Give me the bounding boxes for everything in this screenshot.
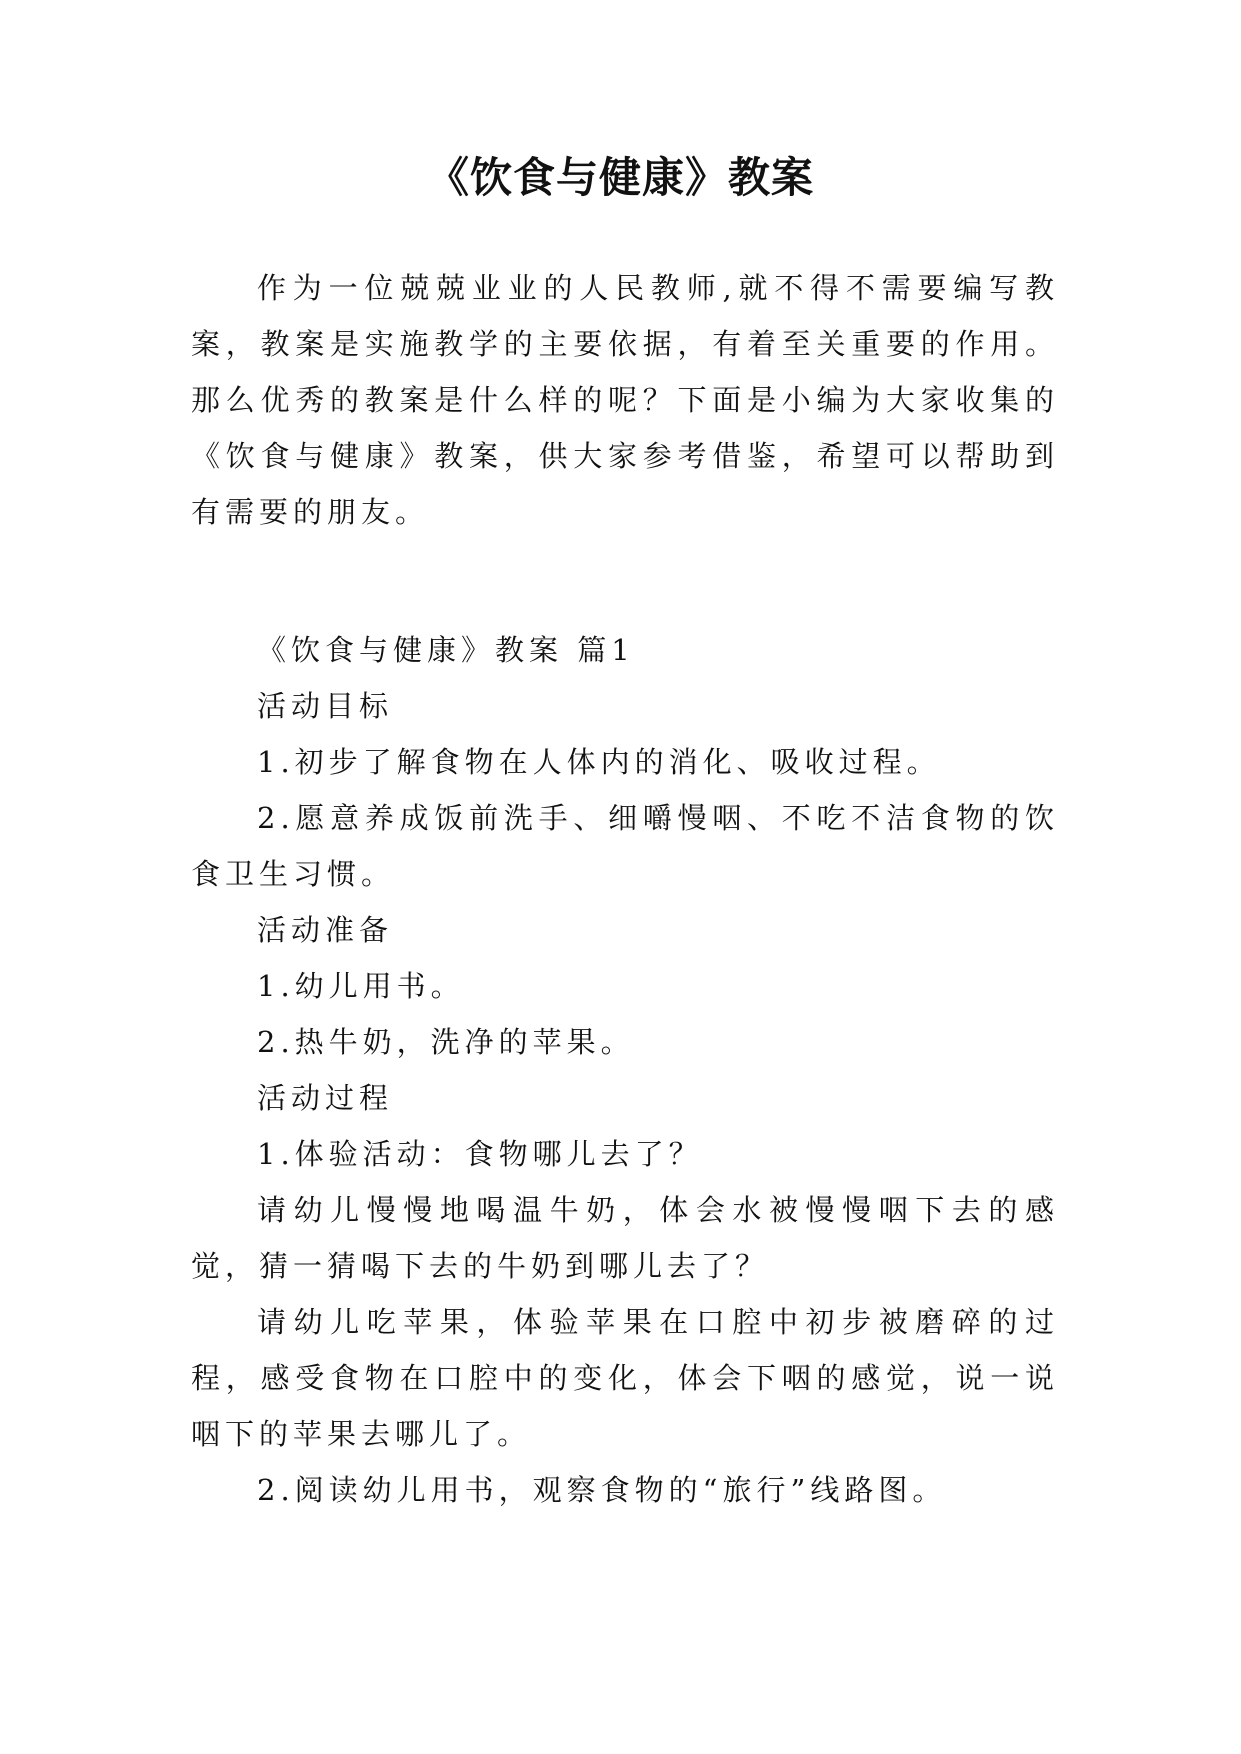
heading-activity-goals: 活动目标	[257, 689, 394, 723]
process-paragraph-apple: 请幼儿吃苹果，体验苹果在口腔中初步被磨碎的过程，感受食物在口腔中的变化，体会下咽的感觉，说一说咽下的苹果去哪儿了。	[191, 1305, 1059, 1451]
preparation-item-2: 2.热牛奶，洗净的苹果。	[257, 1025, 635, 1059]
lesson-content	[191, 622, 1059, 1518]
process-step-1: 1.体验活动：食物哪儿去了？	[257, 1137, 703, 1171]
goal-item-2: 2.愿意养成饭前洗手、细嚼慢咽、不吃不洁食物的饮食卫生习惯。	[191, 801, 1059, 891]
heading-activity-preparation: 活动准备	[257, 913, 394, 947]
section-heading: 《饮食与健康》教案 篇1	[257, 633, 635, 667]
heading-activity-process: 活动过程	[257, 1081, 394, 1115]
goal-item-1: 1.初步了解食物在人体内的消化、吸收过程。	[257, 745, 941, 779]
process-paragraph-milk: 请幼儿慢慢地喝温牛奶，体会水被慢慢咽下去的感觉，猜一猜喝下去的牛奶到哪儿去了？	[191, 1193, 1059, 1283]
document-title: 《饮食与健康》教案	[426, 153, 814, 202]
preparation-item-1: 1.幼儿用书。	[257, 969, 465, 1003]
process-step-2: 2.阅读幼儿用书，观察食物的“旅行”线路图。	[257, 1473, 947, 1507]
intro-paragraph: 作为一位兢兢业业的人民教师,就不得不需要编写教案，教案是实施教学的主要依据，有着至关重要的作用。那么优秀的教案是什么样的呢？下面是小编为大家收集的《饮食与健康》教案，供大家参考借鉴，希望可以帮助到有需要的朋友。	[191, 271, 1059, 529]
